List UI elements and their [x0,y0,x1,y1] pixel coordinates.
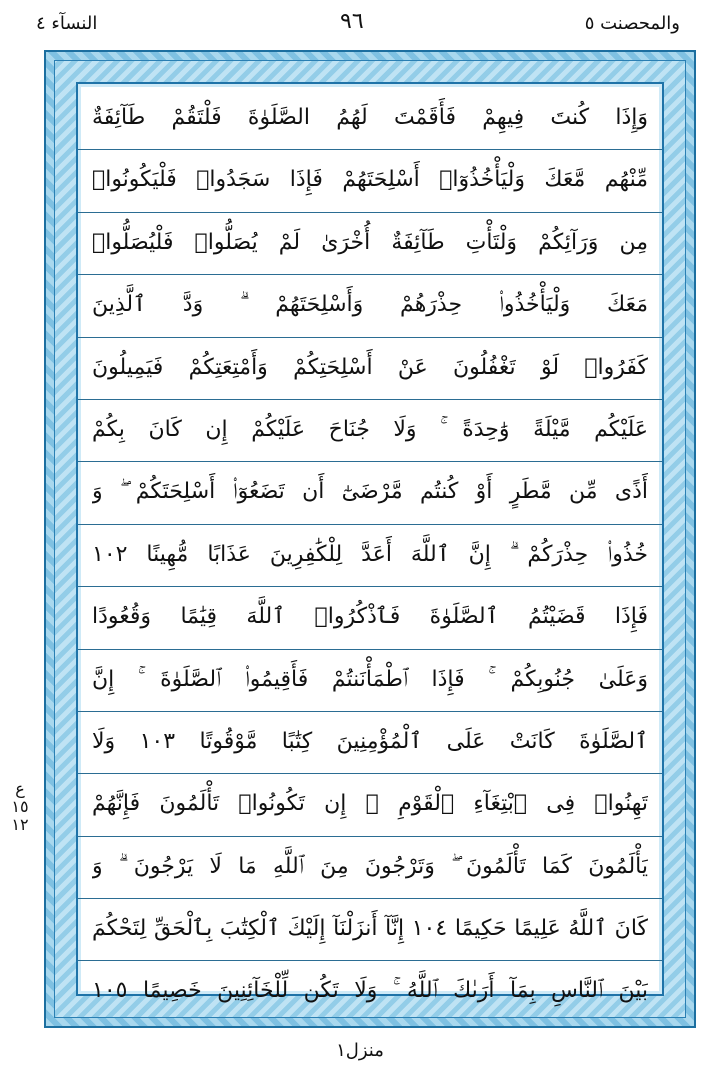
verse-line [78,650,662,712]
verse-line-text: وَإِذَا كُنتَ فِيهِمْ فَأَقَمْتَ لَهُمُ الصَّلَوٰةَ فَلْتَقُمْ طَآئِفَةٌ [92,105,648,130]
surah-name: النسآء ٤ [36,13,98,34]
decorative-border [44,50,696,1028]
manzil-footer: منزل١ [336,1040,384,1061]
verse-line [78,462,662,524]
verse-line-text: مَعَكَ وَلْيَأْخُذُوا۟ حِذْرَهُمْ وَأَسْلِحَتَهُمْ ۗ وَدَّ ٱلَّذِينَ [92,292,648,318]
text-panel [76,82,664,1004]
page-header [0,0,720,50]
verse-line [78,587,662,649]
verse-line-text: مِن وَرَآئِكُمْ وَلْتَأْتِ طَآئِفَةٌ أُخْرَىٰ لَمْ يُصَلُّوا۟ فَلْيُصَلُّوا۟ [92,229,648,255]
verse-line [78,400,662,462]
verse-line [78,150,662,212]
verse-line [78,213,662,275]
verse-line [78,88,662,150]
verse-line-text: بَيْنَ ٱلنَّاسِ بِمَآ أَرَىٰكَ ٱللَّهُ ۚ وَلَا تَكُن لِّلْخَآئِنِينَ خَصِيمًا ١٠٥ [92,978,648,1004]
rukoo-marker-number-1: ١٥ [11,797,29,816]
verse-line-text: عَلَيْكُم مَّيْلَةً وَٰحِدَةً ۚ وَلَا جُنَاحَ عَلَيْكُمْ إِن كَانَ بِكُمْ [92,416,648,442]
verse-line-text: تَهِنُوا۟ فِى ٱبْتِغَآءِ ٱلْقَوْمِ ۖ إِن تَكُونُوا۟ تَأْلَمُونَ فَإِنَّهُمْ [92,791,648,817]
verse-line-text: ٱلصَّلَوٰةَ كَانَتْ عَلَى ٱلْمُؤْمِنِينَ كِتَٰبًا مَّوْقُوتًا ١٠٣ وَلَا [92,728,648,754]
verse-line [78,961,662,1023]
juz-name: والمحصنت ٥ [584,13,680,34]
verse-line [78,837,662,899]
verse-line-text: وَعَلَىٰ جُنُوبِكُمْ ۚ فَإِذَا ٱطْمَأْنَنتُمْ فَأَقِيمُوا۟ ٱلصَّلَوٰةَ ۚ إِنَّ [92,666,648,692]
verse-line-text: مِّنْهُم مَّعَكَ وَلْيَأْخُذُوٓا۟ أَسْلِحَتَهُمْ فَإِذَا سَجَدُوا۟ فَلْيَكُونُوا۟ [92,167,648,193]
rukoo-marker [2,780,38,860]
verse-line [78,275,662,337]
page-number: ٩٦ [340,9,364,34]
verse-line-text: أَذًى مِّن مَّطَرٍ أَوْ كُنتُم مَّرْضَىٰٓ أَن تَضَعُوٓا۟ أَسْلِحَتَكُمْ ۖ وَ [92,479,648,505]
verse-line [78,712,662,774]
verse-line-text: فَإِذَا قَضَيْتُمُ ٱلصَّلَوٰةَ فَٱذْكُرُوا۟ ٱللَّهَ قِيَٰمًا وَقُعُودًا [92,604,648,630]
verse-line [78,525,662,587]
rukoo-marker-number-2: ١٢ [11,815,29,834]
verse-line [78,774,662,836]
verse-line [78,899,662,961]
rukoo-marker-symbol: ع [15,779,25,798]
verse-line-text: كَانَ ٱللَّهُ عَلِيمًا حَكِيمًا ١٠٤ إِنَّآ أَنزَلْنَآ إِلَيْكَ ٱلْكِتَٰبَ بِٱلْحَقِّ لِتَحْكُمَ [92,916,648,942]
verse-line [78,338,662,400]
verse-lines [78,88,662,1004]
verse-line-text: خُذُوا۟ حِذْرَكُمْ ۗ إِنَّ ٱللَّهَ أَعَدَّ لِلْكَٰفِرِينَ عَذَابًا مُّهِينًا ١٠٢ [92,541,648,567]
verse-line-text: يَأْلَمُونَ كَمَا تَأْلَمُونَ ۖ وَتَرْجُونَ مِنَ ٱللَّهِ مَا لَا يَرْجُونَ ۗ وَ [92,853,648,879]
verse-line-text: كَفَرُوا۟ لَوْ تَغْفُلُونَ عَنْ أَسْلِحَتِكُمْ وَأَمْتِعَتِكُمْ فَيَمِيلُونَ [92,354,648,380]
